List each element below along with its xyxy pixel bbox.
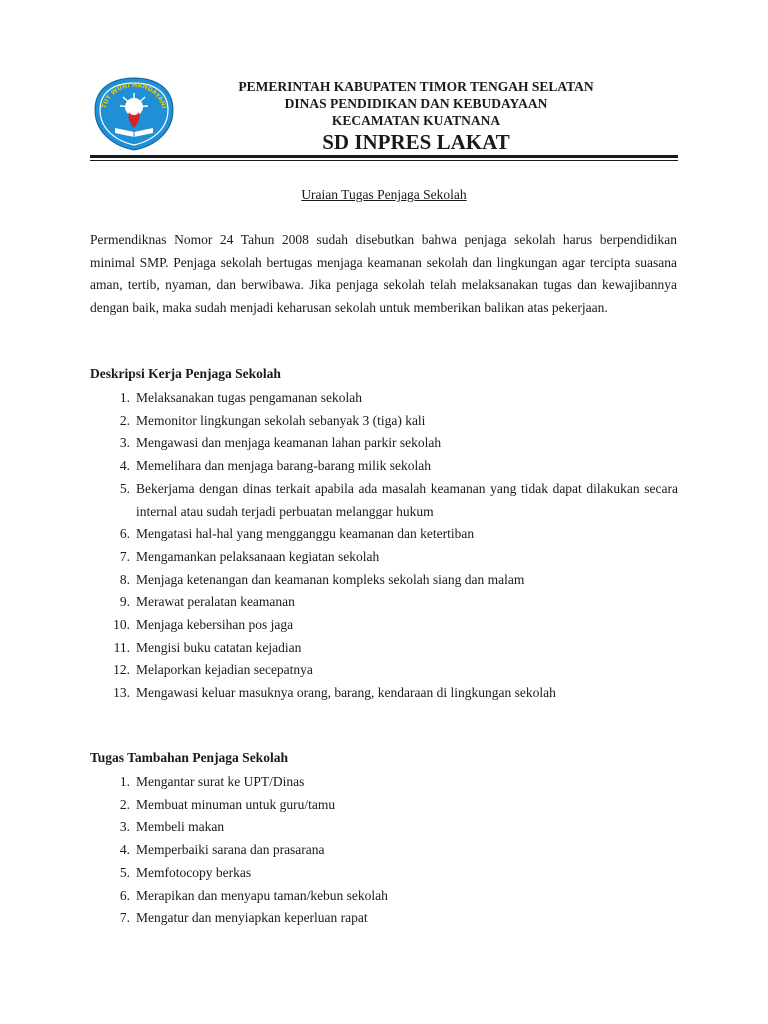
list-item: 7. Mengatur dan menyiapkan keperluan rapat [119, 910, 368, 926]
list-item: 7. Mengamankan pelaksanaan kegiatan sekolah [119, 548, 380, 564]
list-item: 1. Mengantar surat ke UPT/Dinas [119, 774, 305, 789]
logo-motto: TUT WURI HANDAYANI [100, 81, 168, 110]
intro-paragraph: Permendiknas Nomor 24 Tahun 2008 sudah disebutkan bahwa penjaga sekolah harus berpendidikan minimal SMP. Penjaga sekolah bertugas menjaga keamanan sekolah dan lingkungan agar tercipta suasana aman, tertib, nyaman, dan berwibawa. Jika penjaga sekolah telah melaksanakan tugas dan kewajibannya dengan baik, maka sudah menjadi keharusan sekolah untuk memberikan balikan atas pekerjaan. [90, 232, 677, 315]
additional-tasks-heading: Tugas Tambahan Penjaga Sekolah [90, 750, 288, 765]
list-item: 1. Melaksanakan tugas pengamanan sekolah [119, 390, 363, 405]
list-item: 10. Menjaga kebersihan pos jaga [113, 617, 294, 633]
kop-government: PEMERINTAH KABUPATEN TIMOR TENGAH SELATAN [238, 79, 594, 94]
job-description-list [90, 387, 678, 705]
list-item: 3. Mengawasi dan menjaga keamanan lahan parkir sekolah [119, 435, 442, 451]
list-item: 6. Mengatasi hal-hal yang mengganggu keamanan dan ketertiban [119, 526, 475, 542]
list-item: 13. Mengawasi keluar masuknya orang, barang, kendaraan di lingkungan sekolah [113, 685, 556, 701]
list-item: 6. Merapikan dan menyapu taman/kebun sekolah [119, 887, 388, 903]
kop-district: KECAMATAN KUATNANA [331, 113, 501, 128]
document-title: Uraian Tugas Penjaga Sekolah [301, 187, 467, 202]
header-divider-thin [90, 160, 678, 161]
job-description-heading: Deskripsi Kerja Penjaga Sekolah [90, 366, 281, 381]
list-item: 5. Bekerjama dengan dinas terkait apabila ada masalah keamanan yang tidak dapat dilakukan secara internal atau sudah terjadi perbuatan melanggar hukum [119, 480, 678, 519]
list-item: 3. Membeli makan [119, 819, 225, 835]
list-item: 4. Memelihara dan menjaga barang-barang milik sekolah [119, 458, 432, 474]
list-item: 5. Memfotocopy berkas [119, 864, 252, 880]
list-item: 2. Membuat minuman untuk guru/tamu [119, 796, 336, 812]
list-item: 2. Memonitor lingkungan sekolah sebanyak 3 (tiga) kali [119, 412, 426, 428]
list-item: 8. Menjaga ketenangan dan keamanan kompleks sekolah siang dan malam [119, 571, 525, 587]
list-item: 9. Merawat peralatan keamanan [119, 594, 295, 610]
kop-department: DINAS PENDIDIKAN DAN KEBUDAYAAN [284, 96, 548, 111]
list-item: 12. Melaporkan kejadian secepatnya [113, 662, 313, 678]
header-divider-thick [90, 155, 678, 158]
list-item: 4. Memperbaiki sarana dan prasarana [119, 842, 325, 858]
list-item: 11. Mengisi buku catatan kejadian [113, 639, 302, 655]
school-name: SD INPRES LAKAT [322, 130, 510, 154]
additional-tasks-list [90, 771, 678, 930]
